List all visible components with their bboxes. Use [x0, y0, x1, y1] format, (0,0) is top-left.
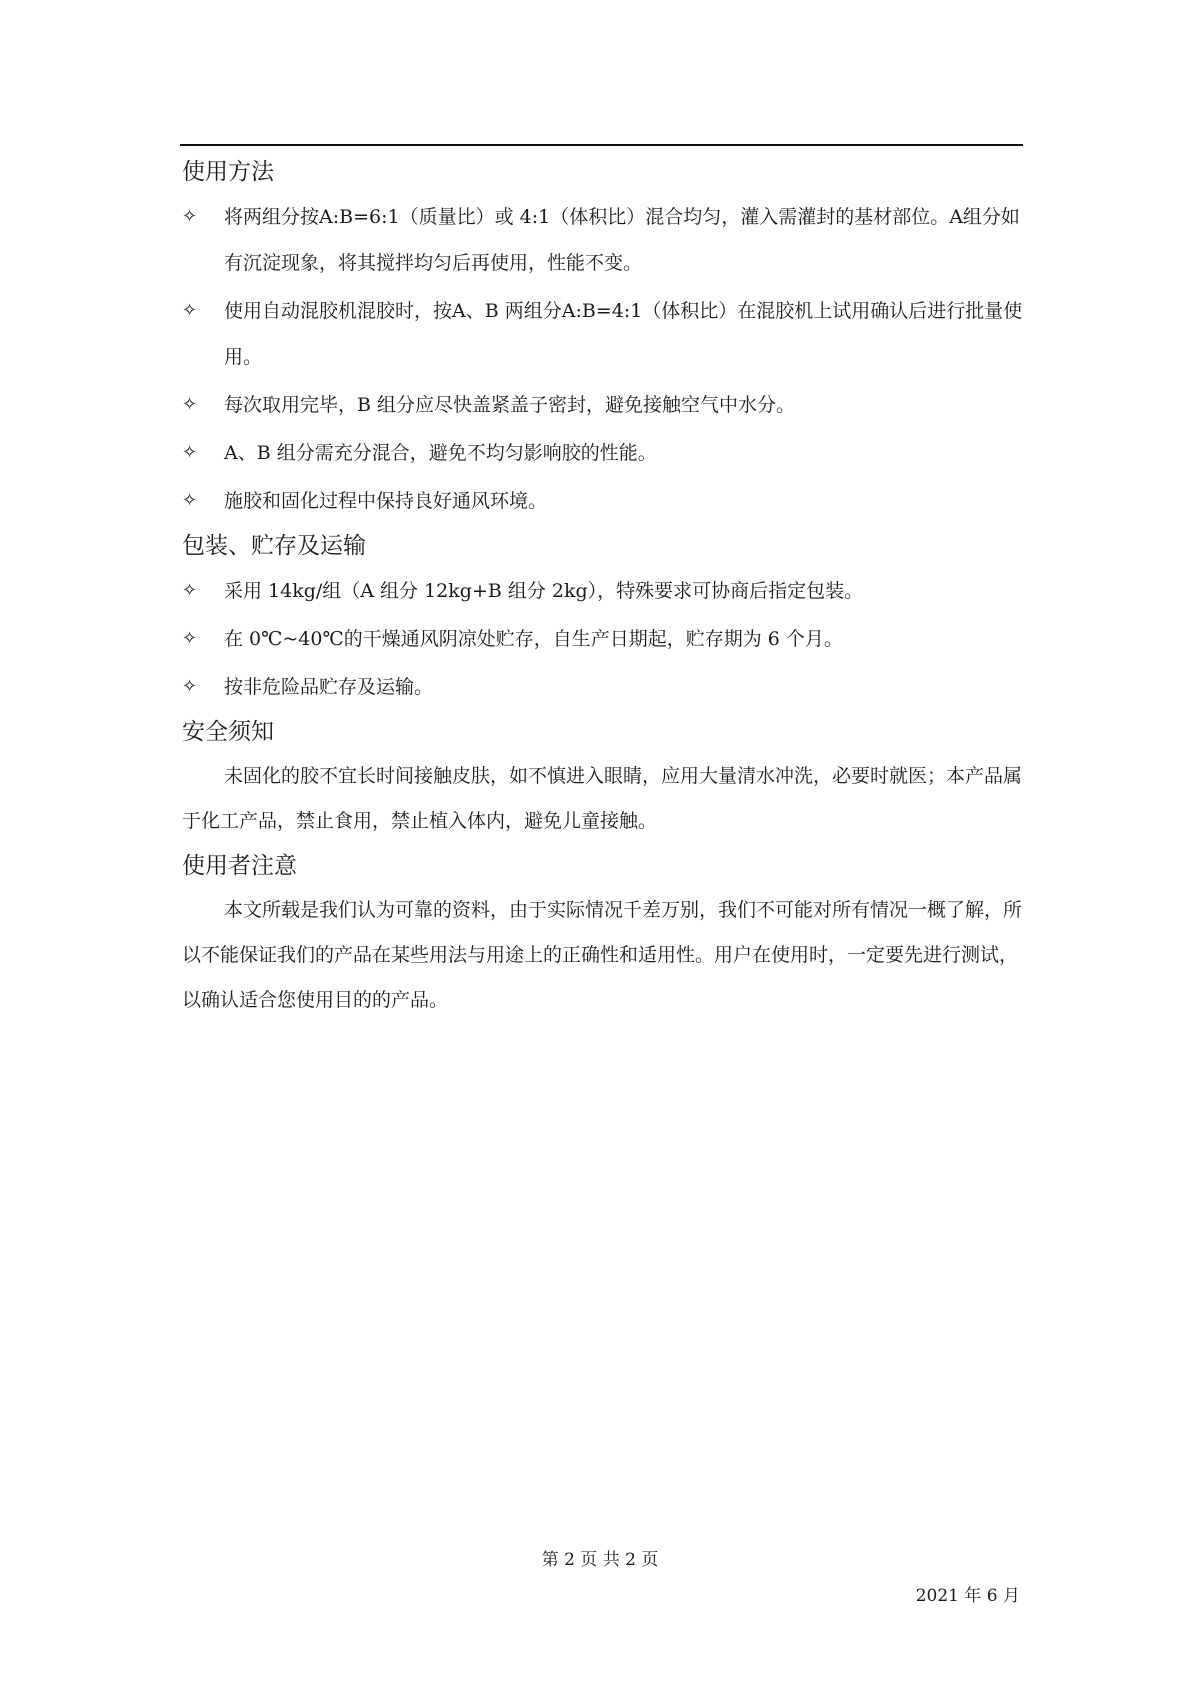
section-heading-safety: 安全须知	[182, 719, 274, 745]
bullet-icon: ✧	[182, 394, 198, 415]
list-item: ✧ 施胶和固化过程中保持良好通风环境。	[182, 478, 1024, 524]
document-body	[182, 150, 1024, 1023]
section-heading-usage: 使用方法	[182, 159, 274, 185]
list-item: ✧ 按非危险品贮存及运输。	[182, 664, 1024, 710]
bullet-icon: ✧	[182, 676, 198, 697]
bullet-icon: ✧	[182, 442, 198, 463]
list-item: ✧ 采用 14kg/组（A 组分 12kg+B 组分 2kg），特殊要求可协商后指定包装。	[182, 568, 1024, 614]
safety-paragraph: 未固化的胶不宜长时间接触皮肤，如不慎进入眼睛，应用大量清水冲洗，必要时就医；本产品属于化工产品，禁止食用，禁止植入体内，避免儿童接触。	[182, 765, 1023, 832]
list-item: ✧ 将两组分按A:B=6:1（质量比）或 4:1（体积比）混合均匀，灌入需灌封的基材部位。A组分如有沉淀现象，将其搅拌均匀后再使用，性能不变。	[182, 194, 1024, 286]
packaging-list	[182, 568, 1024, 710]
bullet-icon: ✧	[182, 300, 198, 321]
bullet-icon: ✧	[182, 206, 198, 227]
section-heading-notice: 使用者注意	[182, 853, 297, 879]
list-item: ✧ 每次取用完毕，B 组分应尽快盖紧盖子密封，避免接触空气中水分。	[182, 382, 1024, 428]
section-heading-packaging: 包装、贮存及运输	[182, 533, 366, 559]
list-item: ✧ 使用自动混胶机混胶时，按A、B 两组分A:B=4:1（体积比）在混胶机上试用确认后进行批量使用。	[182, 288, 1024, 380]
bullet-icon: ✧	[182, 580, 198, 601]
list-item: ✧ 在 0℃~40℃的干燥通风阴凉处贮存，自生产日期起，贮存期为 6 个月。	[182, 616, 1024, 662]
document-date: 2021 年 6 月	[915, 1586, 1020, 1606]
header-rule	[180, 144, 1023, 146]
list-item: ✧ A、B 组分需充分混合，避免不均匀影响胶的性能。	[182, 430, 1024, 476]
usage-list	[182, 194, 1024, 524]
page-number: 第 2 页 共 2 页	[541, 1550, 659, 1570]
bullet-icon: ✧	[182, 490, 198, 511]
bullet-icon: ✧	[182, 628, 198, 649]
notice-paragraph: 本文所载是我们认为可靠的资料，由于实际情况千差万别，我们不可能对所有情况一概了解，所以不能保证我们的产品在某些用法与用途上的正确性和适用性。用户在使用时，一定要先进行测试，以确认适合您使用目的的产品。	[182, 899, 1023, 1011]
